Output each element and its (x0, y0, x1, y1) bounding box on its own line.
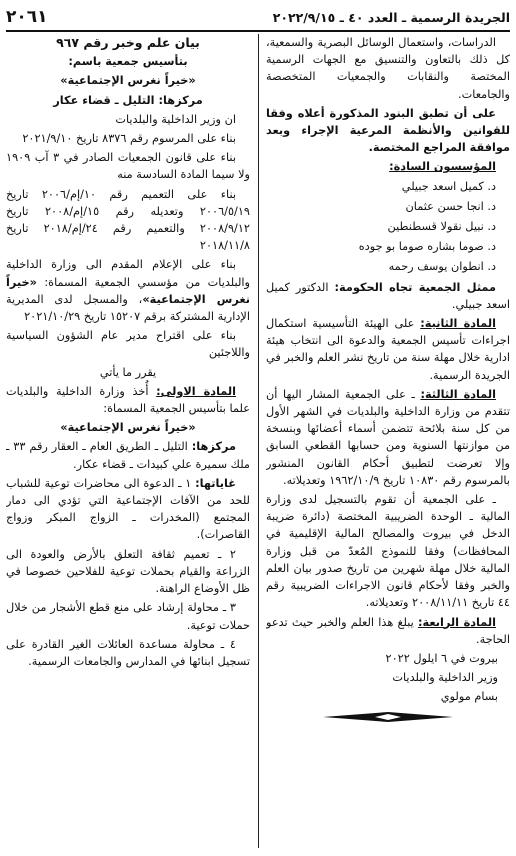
signer-name: بسام مولوي (440, 690, 498, 704)
column-divider (258, 34, 259, 848)
notice-title: بيان علم وخبر رقم ٩٦٧ (56, 35, 200, 50)
goal-2: ٢ ـ تعميم ثقافة التعلق بالأرض والعودة الى الزراعة والقيام بحملات توعية للفلاحين خصوصا في ظل الأوضاع الراهنة. (6, 547, 250, 596)
basis-notification (6, 256, 250, 325)
founder-item: د. كميل اسعد جبيلي (401, 179, 496, 193)
basis-law: بناء على قانون الجمعيات الصادر في ٣ آب ١٩٠٩ ولا سيما المادة السادسة منه (6, 151, 250, 182)
notice-subtitle: بتأسيس جمعية باسم: (68, 55, 188, 69)
goals-paragraph (6, 475, 250, 544)
representative-paragraph (266, 279, 510, 313)
minister-line: ان وزير الداخلية والبلديات (115, 112, 236, 126)
founder-item: د. صوما بشاره صوما بو جوده (358, 240, 496, 254)
basis-notification-name: «خيراً نغرس الإجتماعية» (6, 275, 250, 306)
gazette-title: الجريدة الرسمية ـ العدد ٤٠ ـ ٢٠٢٢/٩/١٥ (272, 9, 510, 25)
page-header (6, 4, 510, 32)
hq-label: مركزها: (191, 440, 236, 454)
representative-text: الدكتور كميل اسعد جبيلي. (266, 280, 510, 311)
end-ornament-icon (323, 710, 453, 724)
founder-item: د. انجا حسن عثمان (405, 199, 496, 213)
decides-line: يقرر ما يأتي (99, 365, 157, 379)
basis-notification-text: بناء على الإعلام المقدم الى وزارة الداخلية والبلديات من مؤسسي الجمعية المسماة: (6, 258, 250, 289)
article-4-text: يبلغ هذا العلم والخبر حيث تدعو الحاجة. (266, 615, 510, 646)
article-1 (6, 383, 250, 417)
article-2-text: على الهيئة التأسيسية استكمال اجراءات تأسيس الجمعية والدعوة الى انتخاب هيئة ادارية خلال مهلة سنة من تاريخ نشر العلم والخبر في الجريدة الرسمية. (266, 317, 510, 382)
founder-item: د. انطوان يوسف رحمه (388, 260, 496, 274)
article-2 (266, 315, 510, 384)
right-column (266, 34, 510, 856)
continued-paragraph: الدراسات، واستعمال الوسائل البصرية والسمعية، كل ذلك بالتعاون والتنسيق مع الجهات الرسمية المختصة والنقابات والجمعيات المتخصصة والجامعات. (266, 36, 510, 101)
hq-paragraph (6, 438, 250, 472)
article-4-label: المادة الرابعة: (418, 615, 496, 629)
founders-list (266, 178, 510, 276)
goal-3: ٣ ـ محاولة إرشاد على منع قطع الأشجار من خلال حملات توعية. (6, 601, 250, 632)
basis-proposal: بناء على اقتراح مدير عام الشؤون السياسية واللاجئين (6, 329, 250, 360)
association-name-heading: «خيراً نغرس الإجتماعية» (60, 74, 196, 88)
goal-1: ١ ـ الدعوة الى محاضرات توعية للشباب للحد من الآفات الإجتماعية التي تؤدي الى دمار المجتمع (المخدرات ـ الزواج المبكر وزواج القاصرات). (6, 476, 250, 542)
founder-item: د. نبيل نقولا قسطنطين (387, 220, 496, 234)
basis-decree: بناء على المرسوم رقم ٨٣٧٦ تاريخ ٢٠٢١/٩/١٠ (22, 132, 236, 146)
compliance-paragraph: على أن تطبق البنود المذكورة أعلاه وفقا للقوانين والأنظمة المرعية الإجراء وبعد موافقة المراجع المختصة. (266, 106, 510, 155)
association-hq-heading: مركزها: التليل ـ قضاء عكار (53, 93, 203, 107)
article-2-label: المادة الثانية: (420, 317, 496, 331)
article-1-label: المادة الاولى: (156, 384, 236, 398)
founders-heading: المؤسسون السادة: (389, 160, 496, 174)
goal-4: ٤ ـ محاولة مساعدة العائلات الغير القادرة على تسجيل ابنائها في المدارس والجامعات الرسمية. (6, 637, 250, 668)
representative-label: ممثل الجمعية تجاه الحكومة: (334, 280, 496, 294)
article-3 (266, 386, 510, 489)
article-4 (266, 614, 510, 648)
date-line: بيروت في ٦ ايلول ٢٠٢٢ (385, 651, 498, 665)
article-1-text: أُخذ وزارة الداخلية والبلديات علما بتأسيس الجمعية المسماة: (6, 384, 250, 416)
article-3-tax: ـ على الجمعية أن تقوم بالتسجيل لدى وزارة المالية ـ الوحدة الضريبية المختصة (دائرة ضريبة الدخل في بيروت والمصالح المالية الإقليمية في المحافظات) وفقا للنموذج المُعدّ من قبل وزارة المالية خلال مهلة شهرين من تاريخ صدور بيان العلم والخبر وفقا لأحكام قانون الاجراءات الضريبية رقم ٤٤ تاريخ ٢٠٠٨/١١/١١ وتعديلاته. (266, 493, 510, 610)
article-3-label: المادة الثالثة: (420, 387, 496, 401)
left-column (6, 34, 250, 856)
page-number: ٢٠٦١ (6, 7, 48, 27)
hq-text: التليل ـ الطريق العام ـ العقار رقم ٣٣ ـ ملك سميرة علي كبيدات ـ قضاء عكار. (6, 440, 250, 471)
signer-title: وزير الداخلية والبلديات (392, 671, 498, 685)
basis-notification-rest: ، والمسجل لدى المديرية الإدارية المشتركة برقم ١٥٢٠٧ تاريخ ٢٠٢١/١٠/٢٩ (6, 292, 250, 324)
goals-label: غاياتها: (195, 476, 236, 490)
basis-circular: بناء على التعميم رقم ١٠/إم/٢٠٠٦ تاريخ ٢٠٠٦/٥/١٩ وتعديله رقم ١٥/إم/٢٠٠٨ تاريخ ٢٠٠٨/٩/١٢ والتعميم رقم ٢٤/إم/٢٠١٨ تاريخ ٢٠١٨/١١/٨ (6, 187, 250, 253)
association-name: «خيراً نغرس الإجتماعية» (60, 421, 196, 435)
article-3-text: ـ على الجمعية المشار اليها أن تتقدم من وزارة الداخلية والبلديات في الشهر الأول من كل سنة بلائحة تتضمن أسماء أعضائها وبنسخة من موازنتها السنوية ومن حسابها القطعي السابق وإلا تعرضت لتطبيق أحكام القانون المنشور بالمرسوم رقم ١٠٨٣٠ تاريخ ١٩٦٢/١٠/٩ وتعديلاته. (266, 387, 510, 487)
